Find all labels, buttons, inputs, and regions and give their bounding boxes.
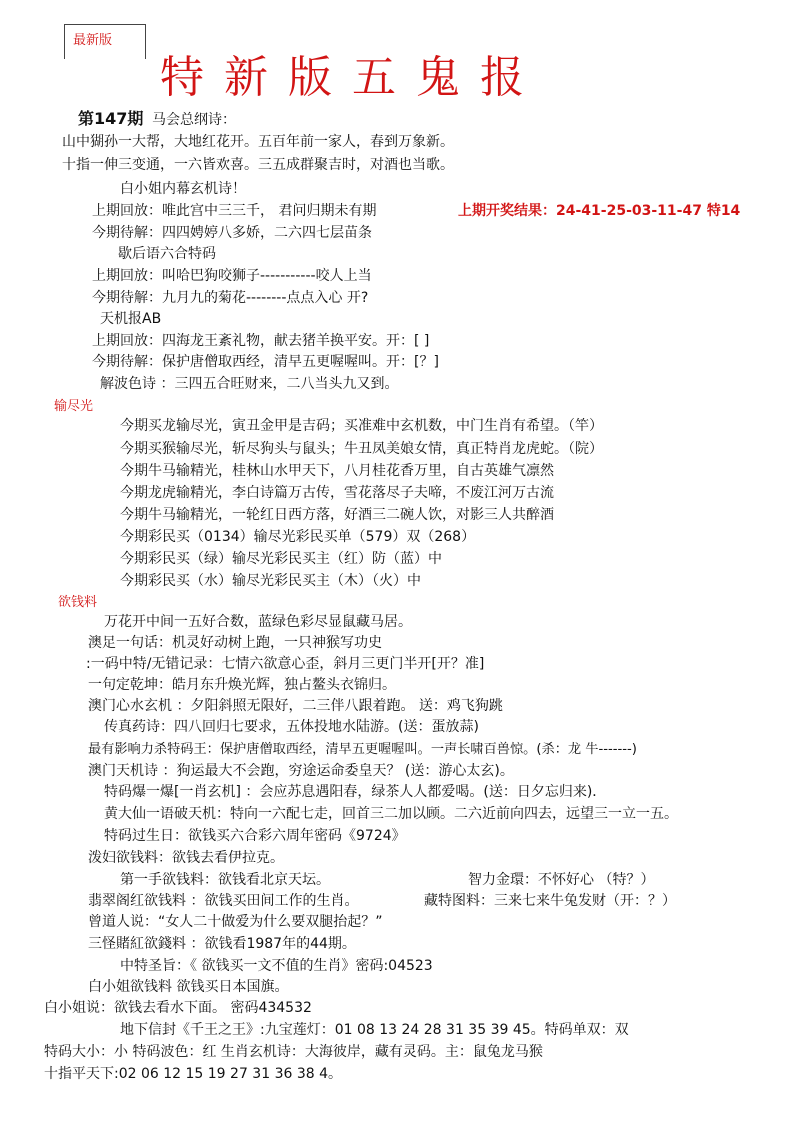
money-line-3: :一码中特/无错记录：七情六欲意心歪，斜月三更门半开[开？准] [86,656,485,672]
last-draw-result: 上期开奖结果：24-41-25-03-11-47 特14 [458,203,741,219]
secret-poem-this: 今期待解：四四娉婷八多娇，二六四七层苗条 [92,225,372,241]
poem-line-1: 山中猢孙一大帮，大地红花开。五百年前一家人，春到万象新。 [62,134,454,150]
money-line-23: 特码大小：小 特码波色：红 生肖玄机诗：大海彼岸，藏有灵码。主：鼠兔龙马猴 [44,1044,543,1060]
money-line-5: 澳门心水玄机 ：夕阳斜照无限好，二三伴八跟着跑。 送：鸡飞狗跳 [88,698,503,714]
edition-badge-label: 最新版 [73,33,113,48]
money-line-14: 智力金環：不怀好心 （特？） [468,872,655,888]
edition-badge [64,24,146,59]
tianji-color-poem: 解波色诗 ：三四五合旺财来，二八当头九又到。 [100,376,399,392]
money-line-6: 传真药诗：四八回归七要求，五体投地水陆游。(送：蛋放蒜) [104,719,479,735]
lose-line-4: 今期龙虎输精光，李白诗篇万古传，雪花落尽子夫啼，不废江河万古流 [120,485,554,501]
issue-note: 马会总纲诗： [152,112,236,128]
money-line-13: 第一手欲钱料：欲钱看北京天坛。 [120,872,330,888]
poem-line-2: 十指一伸三变通，一六皆欢喜。三五成群聚吉时，对酒也当歌。 [62,157,454,173]
lose-line-8: 今期彩民买（水）输尽光彩民买主（木）（火）中 [120,573,421,589]
riddle-last: 上期回放：叫哈巴狗咬狮子-----------咬人上当 [92,268,372,284]
money-line-1: 万花开中间一五好合数，蓝绿色彩尽显鼠藏马居。 [104,614,412,630]
riddle-this: 今期待解：九月九的菊花--------点点入心 开? [92,290,369,306]
money-line-16: 藏特图料：三来七来牛兔发财（开：？） [424,893,676,909]
money-line-10: 黄大仙一语破天机：特向一六配七走，回首三二加以顾。二六近前向四去，远望三一立一五。 [104,806,678,822]
tianji-this: 今期待解：保护唐僧取西经，清早五更喔喔叫。开：[？] [92,354,439,370]
lose-line-3: 今期牛马输精光，桂林山水甲天下，八月桂花香万里，自古英雄气凛然 [120,463,554,479]
money-line-19: 中特圣旨：《 欲钱买一文不值的生肖》密码:04523 [120,958,433,974]
money-line-18: 三怪賭紅欲錢料 ：欲钱看1987年的44期。 [88,936,356,952]
lose-line-2: 今期买猴输尽光，斩尽狗头与鼠头；牛丑凤美娘女情，真正特肖龙虎蛇。（院） [120,441,603,457]
money-line-2: 澳足一句话：机灵好动树上跑，一只神猴写功史 [88,635,382,651]
tianji-last: 上期回放：四海龙王紊礼物，献去猪羊换平安。开：[ ] [92,333,430,349]
lose-line-6: 今期彩民买（0134）输尽光彩民买单（579）双（268） [120,529,476,545]
money-line-7: 最有影响力杀特码王：保护唐僧取西经，清早五更喔喔叫。一声长啸百兽惊。(杀：龙 牛-------) [88,742,637,757]
money-line-21: 白小姐说：欲钱去看水下面。 密码434532 [44,1000,312,1016]
tianji-heading: 天机报AB [100,311,162,327]
money-line-15: 翡翠阁红欲钱料 ：欲钱买田间工作的生肖。 [88,893,359,909]
lose-section-label: 输尽光 [54,399,94,414]
lose-line-5: 今期牛马输精光，一轮红日西方落，好酒三二碗人饮，对影三人共醉酒 [120,507,554,523]
money-line-17: 曾道人说：“女人二十做爱为什么要双腿抬起？” [88,914,383,930]
money-line-11: 特码过生日：欲钱买六合彩六周年密码《9724》 [104,828,406,844]
secret-poem-heading: 白小姐内幕玄机诗！ [120,181,246,197]
money-line-4: 一句定乾坤：皓月东升焕光辉，独占鳌头衣锦归。 [88,677,396,693]
money-line-12: 泼妇欲钱料：欲钱去看伊拉克。 [88,850,284,866]
money-line-9: 特码爆一爆[一肖玄机] ：会应苏息遇阳春，绿茶人人都爱喝。(送：日夕忘归来)． [104,784,607,800]
lose-line-7: 今期彩民买（绿）输尽光彩民买主（红）防（蓝）中 [120,551,442,567]
money-line-22: 地下信封《千王之王》:九宝莲灯：01 08 13 24 28 31 35 39 45。特码单双：双 [120,1022,629,1038]
money-line-8: 澳门天机诗 ：狗运最大不会跑，穷途运命委皇天？ (送：游心太玄)。 [88,763,514,779]
money-line-20: 白小姐欲钱料 欲钱买日本国旗。 [88,979,289,995]
riddle-heading: 歇后语六合特码 [118,246,216,262]
secret-poem-last: 上期回放：唯此宫中三三千， 君问归期未有期 [92,203,377,219]
money-section-label: 欲钱料 [58,595,98,610]
money-line-24: 十指平天下:02 06 12 15 19 27 31 36 38 4。 [44,1066,343,1082]
page-title: 特新版五鬼报 [160,52,544,103]
lose-line-1: 今期买龙输尽光，寅丑金甲是吉码；买准难中玄机数，中门生肖有希望。（竿） [120,418,603,434]
issue-number: 第147期 [78,109,144,128]
